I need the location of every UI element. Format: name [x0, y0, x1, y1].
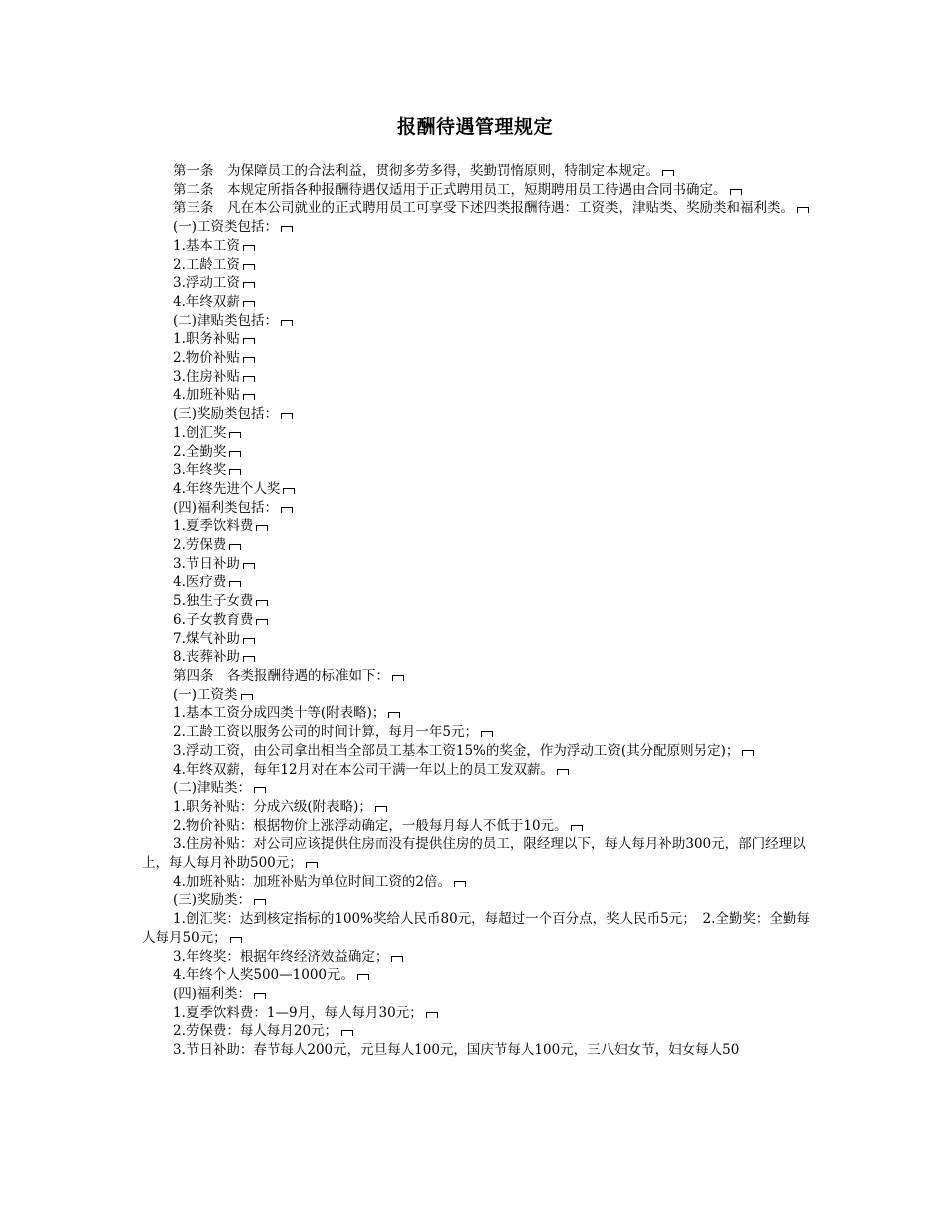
paragraph-text: 2.物价补贴：根据物价上涨浮动确定，一般每月每人不低于10元。	[173, 817, 568, 834]
paragraph-text: (三)奖励类：	[173, 892, 252, 909]
paragraph	[142, 461, 818, 480]
paragraph-mark-icon	[256, 619, 268, 625]
paragraph-text: 4.年终双薪	[173, 293, 240, 310]
paragraph-mark-icon	[254, 993, 266, 999]
paragraph	[142, 910, 818, 947]
paragraph-text: 1.夏季饮料费	[173, 518, 254, 535]
paragraph-text: 4.医疗费	[173, 574, 227, 591]
paragraph-mark-icon	[230, 937, 242, 943]
paragraph-mark-icon	[243, 301, 255, 307]
paragraph	[142, 648, 818, 667]
paragraph	[142, 274, 818, 293]
paragraph	[142, 798, 818, 817]
paragraph-mark-icon	[388, 712, 400, 718]
paragraph-text: 6.子女教育费	[173, 611, 254, 628]
paragraph-text: 3.住房补贴：对公司应该提供住房而没有提供住房的员工，限经理以下，每人每月补助300元，部门经理以上，每人每月补助500元；	[142, 836, 806, 872]
paragraph-mark-icon	[281, 226, 293, 232]
paragraph-mark-icon	[243, 357, 255, 363]
paragraph-mark-icon	[742, 750, 754, 756]
paragraph-mark-icon	[243, 282, 255, 288]
paragraph-mark-icon	[557, 769, 569, 775]
paragraph-mark-icon	[256, 600, 268, 606]
paragraph-text: 3.浮动工资，由公司拿出相当全部员工基本工资15%的奖金，作为浮动工资(其分配原则另定)；	[173, 742, 740, 759]
paragraph-text: 3.节日补助	[173, 555, 240, 572]
paragraph-mark-icon	[243, 638, 255, 644]
paragraph	[142, 517, 818, 536]
paragraph	[142, 386, 818, 405]
paragraph	[142, 181, 818, 200]
paragraph-mark-icon	[571, 825, 583, 831]
paragraph-mark-icon	[243, 656, 255, 662]
paragraph-text: 1.职务补贴：分成六级(附表略)；	[173, 798, 372, 815]
paragraph-mark-icon	[357, 974, 369, 980]
paragraph-text: 4.年终双薪，每年12月对在本公司干满一年以上的员工发双薪。	[173, 761, 555, 778]
paragraph	[142, 742, 818, 761]
paragraph-text: 1.基本工资	[173, 237, 240, 254]
paragraph-text: 1.创汇奖：达到核定指标的100%奖给人民币80元，每超过一个百分点，奖人民币5元； 2.全勤奖：全勤每人每月50元；	[142, 911, 810, 946]
paragraph-text: 1.职务补贴	[173, 331, 240, 348]
paragraph-mark-icon	[229, 469, 241, 475]
paragraph-text: (四)福利类包括：	[173, 499, 279, 516]
paragraph-mark-icon	[481, 731, 493, 737]
paragraph	[142, 630, 818, 649]
paragraph-text: 3.年终奖：根据年终经济效益确定；	[173, 948, 389, 965]
paragraph-mark-icon	[229, 581, 241, 587]
paragraph	[142, 985, 818, 1004]
paragraph-text: 3.住房补贴	[173, 368, 240, 385]
paragraph-text: 2.工龄工资	[173, 256, 240, 273]
paragraph	[142, 199, 818, 218]
paragraph-mark-icon	[730, 189, 742, 195]
paragraph	[142, 873, 818, 892]
paragraph-mark-icon	[391, 956, 403, 962]
paragraph-mark-icon	[306, 862, 318, 868]
paragraph-text: 第四条 各类报酬待遇的标准如下：	[173, 667, 389, 684]
paragraph-text: 1.基本工资分成四类十等(附表略)；	[173, 705, 386, 722]
paragraph	[142, 573, 818, 592]
paragraph-mark-icon	[281, 507, 293, 513]
paragraph	[142, 1041, 818, 1060]
paragraph-text: 2.劳保费：每人每月20元；	[173, 1023, 339, 1040]
paragraph	[142, 480, 818, 499]
paragraph-text: 1.夏季饮料费：1—9月，每人每月30元；	[173, 1004, 423, 1021]
paragraph-text: (三)奖励类包括：	[173, 406, 279, 423]
paragraph-mark-icon	[243, 338, 255, 344]
paragraph	[142, 1004, 818, 1023]
paragraph-mark-icon	[283, 488, 295, 494]
paragraph	[142, 1022, 818, 1041]
paragraph-mark-icon	[281, 413, 293, 419]
paragraph	[142, 237, 818, 256]
paragraph-mark-icon	[281, 320, 293, 326]
paragraph-mark-icon	[229, 451, 241, 457]
paragraph-text: 第一条 为保障员工的合法利益，贯彻多劳多得，奖勤罚惰原则，特制定本规定。	[173, 163, 659, 179]
paragraph	[142, 704, 818, 723]
paragraph-text: 2.工龄工资以服务公司的时间计算，每月一年5元；	[173, 724, 478, 741]
paragraph-text: 5.独生子女费	[173, 593, 254, 610]
paragraph-mark-icon	[243, 376, 255, 382]
paragraph	[142, 835, 818, 872]
document-body	[142, 162, 818, 1060]
paragraph-text: 第三条 凡在本公司就业的正式聘用员工可享受下述四类报酬待遇：工资类，津贴类、奖励类和福利类。	[173, 200, 794, 217]
paragraph-text: 4.加班补贴	[173, 387, 240, 404]
paragraph	[142, 368, 818, 387]
paragraph-mark-icon	[254, 787, 266, 793]
paragraph	[142, 779, 818, 798]
paragraph-mark-icon	[426, 1012, 438, 1018]
paragraph-text: 4.加班补贴：加班补贴为单位时间工资的2倍。	[173, 873, 451, 890]
paragraph	[142, 611, 818, 630]
paragraph-mark-icon	[797, 207, 809, 213]
paragraph	[142, 424, 818, 443]
paragraph	[142, 536, 818, 555]
paragraph	[142, 443, 818, 462]
paragraph	[142, 948, 818, 967]
document-title: 报酬待遇管理规定	[396, 116, 553, 138]
paragraph	[142, 592, 818, 611]
paragraph-mark-icon	[256, 525, 268, 531]
paragraph-mark-icon	[341, 1030, 353, 1036]
paragraph	[142, 667, 818, 686]
paragraph-text: (二)津贴类：	[173, 780, 252, 797]
paragraph	[142, 349, 818, 368]
paragraph-text: 4.年终先进个人奖	[173, 480, 281, 497]
paragraph-text: 2.劳保费	[173, 537, 227, 554]
paragraph-mark-icon	[662, 170, 674, 176]
paragraph-mark-icon	[229, 432, 241, 438]
paragraph-text: 3.节日补助：春节每人200元，元旦每人100元，国庆节每人100元，三八妇女节，妇女每人50	[173, 1042, 740, 1059]
paragraph-text: 3.浮动工资	[173, 275, 240, 292]
paragraph-text: (二)津贴类包括：	[173, 312, 279, 329]
paragraph-mark-icon	[243, 563, 255, 569]
paragraph	[142, 966, 818, 985]
paragraph	[142, 162, 818, 181]
paragraph	[142, 686, 818, 705]
paragraph-mark-icon	[392, 675, 404, 681]
paragraph-text: 第二条 本规定所指各种报酬待遇仅适用于正式聘用员工，短期聘用员工待遇由合同书确定。	[173, 181, 727, 198]
paragraph-mark-icon	[454, 881, 466, 887]
paragraph	[142, 312, 818, 331]
paragraph	[142, 555, 818, 574]
paragraph-mark-icon	[243, 394, 255, 400]
paragraph-text: (一)工资类	[173, 686, 238, 703]
paragraph-text: 8.丧葬补助	[173, 649, 240, 666]
paragraph-text: 7.煤气补助	[173, 630, 240, 647]
paragraph-text: (四)福利类：	[173, 985, 252, 1002]
paragraph-mark-icon	[243, 264, 255, 270]
paragraph-text: 2.物价补贴	[173, 350, 240, 367]
paragraph	[142, 218, 818, 237]
paragraph	[142, 723, 818, 742]
paragraph	[142, 405, 818, 424]
paragraph-mark-icon	[229, 544, 241, 550]
paragraph-text: 2.全勤奖	[173, 443, 227, 460]
paragraph	[142, 293, 818, 312]
paragraph	[142, 256, 818, 275]
paragraph-mark-icon	[243, 245, 255, 251]
paragraph-text: 4.年终个人奖500—1000元。	[173, 967, 355, 984]
paragraph-mark-icon	[254, 899, 266, 905]
paragraph	[142, 330, 818, 349]
paragraph-text: (一)工资类包括：	[173, 219, 279, 236]
paragraph-mark-icon	[375, 806, 387, 812]
paragraph	[142, 891, 818, 910]
paragraph-mark-icon	[241, 694, 253, 700]
paragraph-text: 1.创汇奖	[173, 424, 227, 441]
paragraph-text: 3.年终奖	[173, 462, 227, 479]
paragraph	[142, 761, 818, 780]
paragraph	[142, 499, 818, 518]
paragraph	[142, 817, 818, 836]
